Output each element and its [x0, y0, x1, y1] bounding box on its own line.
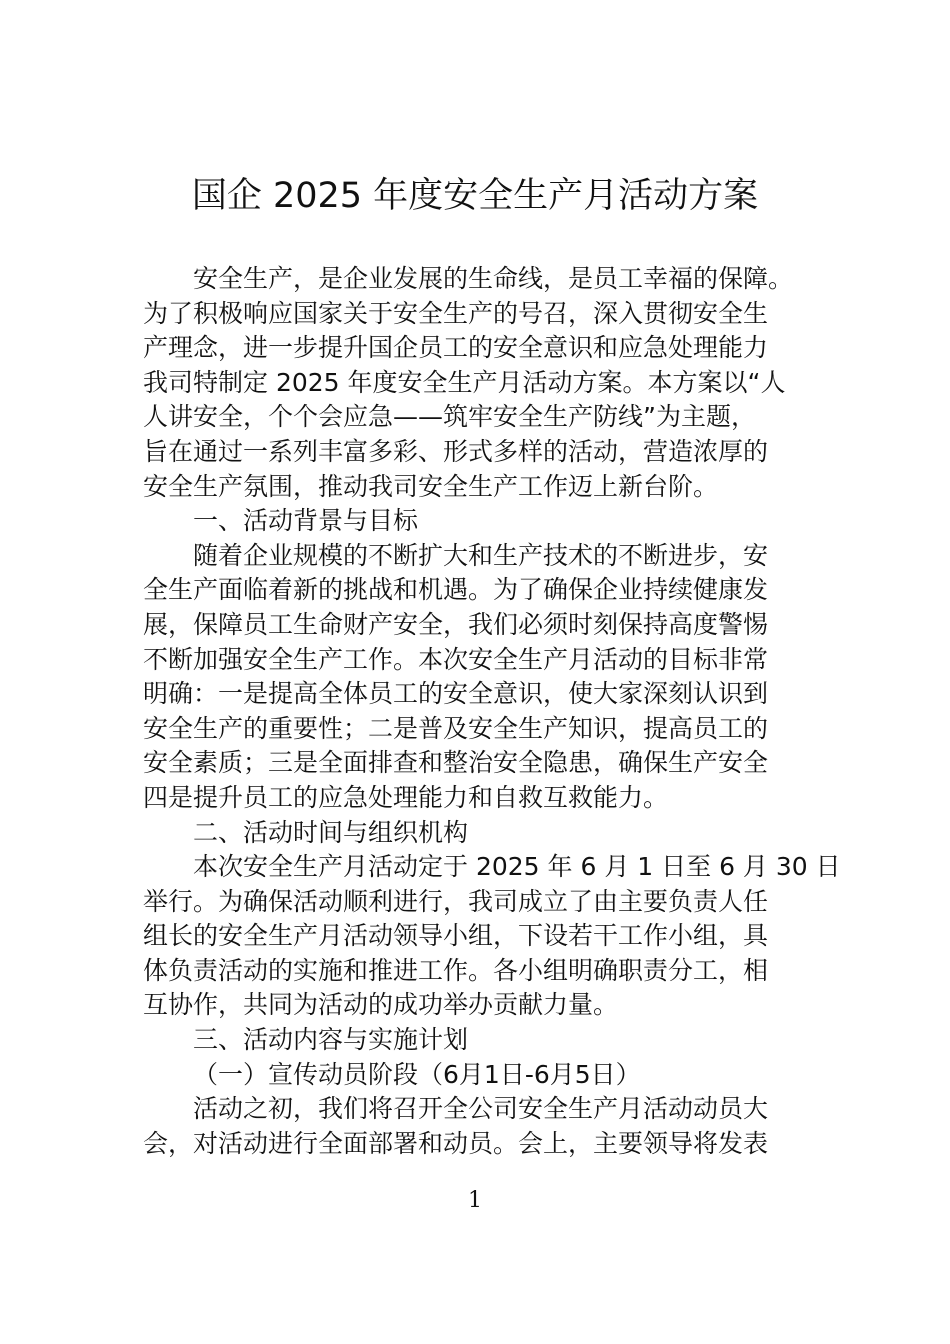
paragraph-line: 安全生产氛围，推动我司安全生产工作迈上新台阶。 [143, 471, 719, 501]
paragraph-line: 为了积极响应国家关于安全生产的号召，深入贯彻安全生 [143, 298, 769, 328]
paragraph-line: 旨在通过一系列丰富多彩、形式多样的活动，营造浓厚的 [143, 436, 769, 466]
paragraph-line: 四是提升员工的应急处理能力和自救互救能力。 [143, 782, 669, 812]
paragraph-line: 不断加强安全生产工作。本次安全生产月活动的目标非常 [143, 644, 769, 674]
paragraph-line: 安全生产，是企业发展的生命线，是员工幸福的保障。 [193, 264, 794, 293]
paragraph-line: 展，保障员工生命财产安全，我们必须时刻保持高度警惕 [143, 609, 769, 639]
paragraph-line: 安全素质；三是全面排查和整治安全隐患，确保生产安全 [143, 748, 769, 778]
paragraph-line: 我司特制定 2025 年度安全生产月活动方案。本方案以“人 [143, 367, 786, 397]
paragraph-line: 组长的安全生产月活动领导小组，下设若干工作小组，具 [143, 921, 769, 951]
paragraph-line: 互协作，共同为活动的成功举办贡献力量。 [143, 990, 619, 1020]
paragraph-line: 本次安全生产月活动定于 2025 年 6 月 1 日至 6 月 30 日 [193, 852, 841, 882]
paragraph-line: 人讲安全，个个会应急——筑牢安全生产防线”为主题， [143, 402, 756, 432]
section-heading-3: 三、活动内容与实施计划 [193, 1025, 469, 1055]
paragraph-line: 全生产面临着新的挑战和机遇。为了确保企业持续健康发 [143, 575, 769, 605]
document-body [143, 262, 841, 1161]
paragraph-line: 随着企业规模的不断扩大和生产技术的不断进步，安 [193, 540, 769, 570]
paragraph-line: 明确：一是提高全体员工的安全意识，使大家深刻认识到 [143, 679, 769, 709]
paragraph-line: 体负责活动的实施和推进工作。各小组明确职责分工，相 [143, 955, 769, 985]
document-title: 国企 2025 年度安全生产月活动方案 [191, 176, 759, 216]
paragraph-line: 活动之初，我们将召开全公司安全生产月活动动员大 [193, 1094, 769, 1124]
paragraph-line: 会，对活动进行全面部署和动员。会上，主要领导将发表 [143, 1128, 769, 1158]
section-heading-1: 一、活动背景与目标 [193, 506, 419, 536]
subsection-heading-1: （一）宣传动员阶段（6月1日-6月5日） [193, 1059, 641, 1089]
page-number: 1 [468, 1188, 482, 1213]
paragraph-line: 安全生产的重要性；二是普及安全生产知识，提高员工的 [143, 713, 769, 743]
paragraph-line: 产理念，进一步提升国企员工的安全意识和应急处理能力 [143, 333, 769, 363]
paragraph-line: 举行。为确保活动顺利进行，我司成立了由主要负责人任 [143, 886, 769, 916]
section-heading-2: 二、活动时间与组织机构 [193, 817, 469, 847]
